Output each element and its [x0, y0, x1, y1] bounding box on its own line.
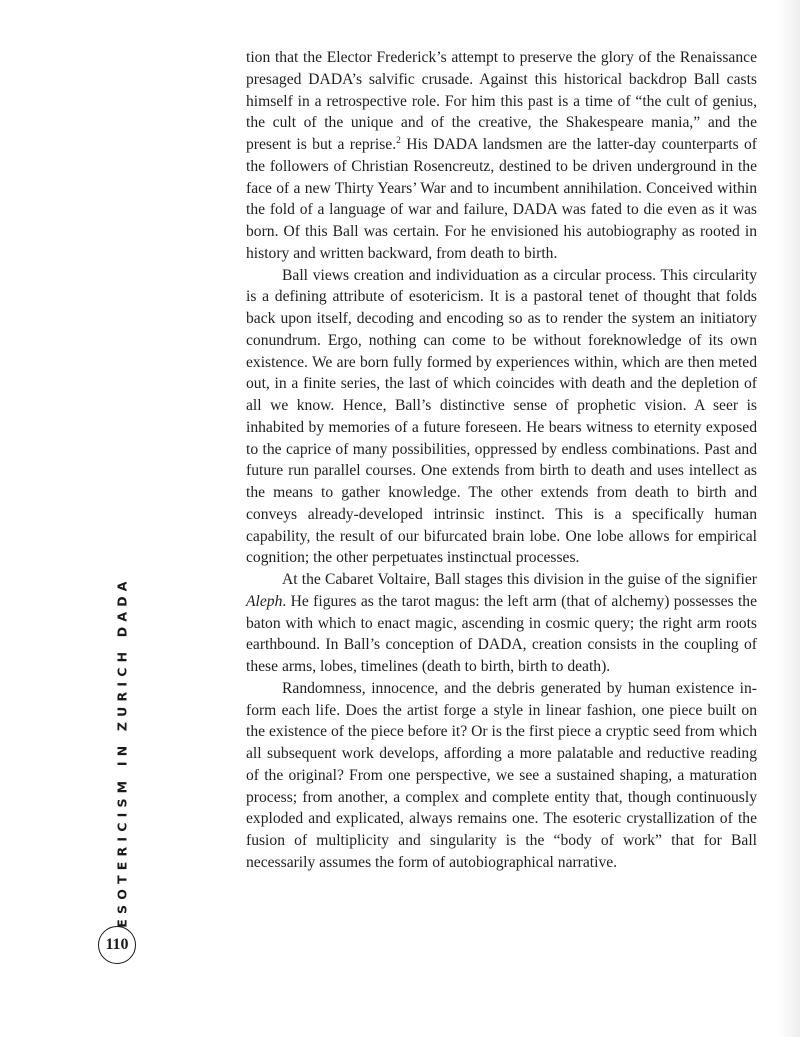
text-run: . He figures as the tarot magus: the left arm (that of alchemy) possesses the baton with which to enact magic, ascending in cosmic query; the right arm roots earthbound. In Ball’s conception of DADA, creation consists in the coupling of these arms, lobes, timelines (death to birth, birth to death). [246, 592, 757, 675]
text-run: Randomness, innocence, and the debris generated by human existence inform each life. Does the artist forge a style in linear fashion, one piece built on the existence of the piece before it? Or is the first piece a cryptic seed from which all subsequent work develops, affording a more palatable and reductive reading of the original? From one perspective, we see a sustained shaping, a maturation process; from another, a complex and complete entity that, though continuously exploded and explicated, always remains one. The esoteric crystallization of the fusion of multiplicity and singularity is the “body of work” that for Ball necessarily assumes the form of autobiographical narrative. [246, 679, 757, 871]
body-paragraph [246, 47, 757, 265]
text-run: Ball views creation and individuation as a circular process. This circularity is a defining attribute of esotericism. It is a pastoral tenet of thought that folds back upon itself, decoding and encoding so as to render the system an initiatory conundrum. Ergo, nothing can come to be without foreknowledge of its own existence. We are born fully formed by experiences within, which are then meted out, in a finite series, the last of which coincides with death and the depletion of all we know. Hence, Ball’s distinctive sense of prophetic vision. A seer is inhabited by memories of a future foreseen. He bears witness to eternity exposed to the caprice of many possibilities, oppressed by endless combinations. Past and future run parallel courses. One extends from birth to death and uses intellect as the means to gather knowledge. The other extends from death to birth and conveys already-developed intrinsic instinct. This is a specifically human capability, the result of our bifurcated brain lobe. One lobe allows for empirical cognition; the other perpetuates instinctual processes. [246, 266, 757, 567]
text-run: At the Cabaret Voltaire, Ball stages this division in the guise of the signifier [282, 571, 757, 588]
body-text [246, 47, 757, 874]
running-head: ESOTERICISM IN ZURICH DADA [114, 576, 130, 928]
text-run: His DADA landsmen are the latter-day counterparts of the followers of Christian Rosencreutz, destined to be driven underground in the face of a new Thirty Years’ War and to incumbent annihilation. Conceived within the fold of a language of war and failure, DADA was fated to die even as it was born. Of this Ball was certain. For he envisioned his autobiography as rooted in history and written backward, from death to birth. [246, 136, 757, 262]
body-paragraph [246, 569, 757, 678]
footnote-reference: 2 [396, 136, 401, 146]
page-edge-shadow [776, 0, 800, 1037]
text-run: tion that the Elector Frederick’s attempt to preserve the glory of the Renaissance presaged DADA’s salvific crusade. Against this historical backdrop Ball casts himself in a retrospective role. For him this past is a time of “the cult of genius, the cult of the unique and of the creative, the Shakespeare mania,” and the present is but a reprise. [246, 49, 757, 153]
italic-term: Aleph [246, 592, 283, 610]
body-paragraph [246, 265, 757, 570]
body-paragraph [246, 678, 757, 874]
page-number: 110 [98, 926, 136, 964]
